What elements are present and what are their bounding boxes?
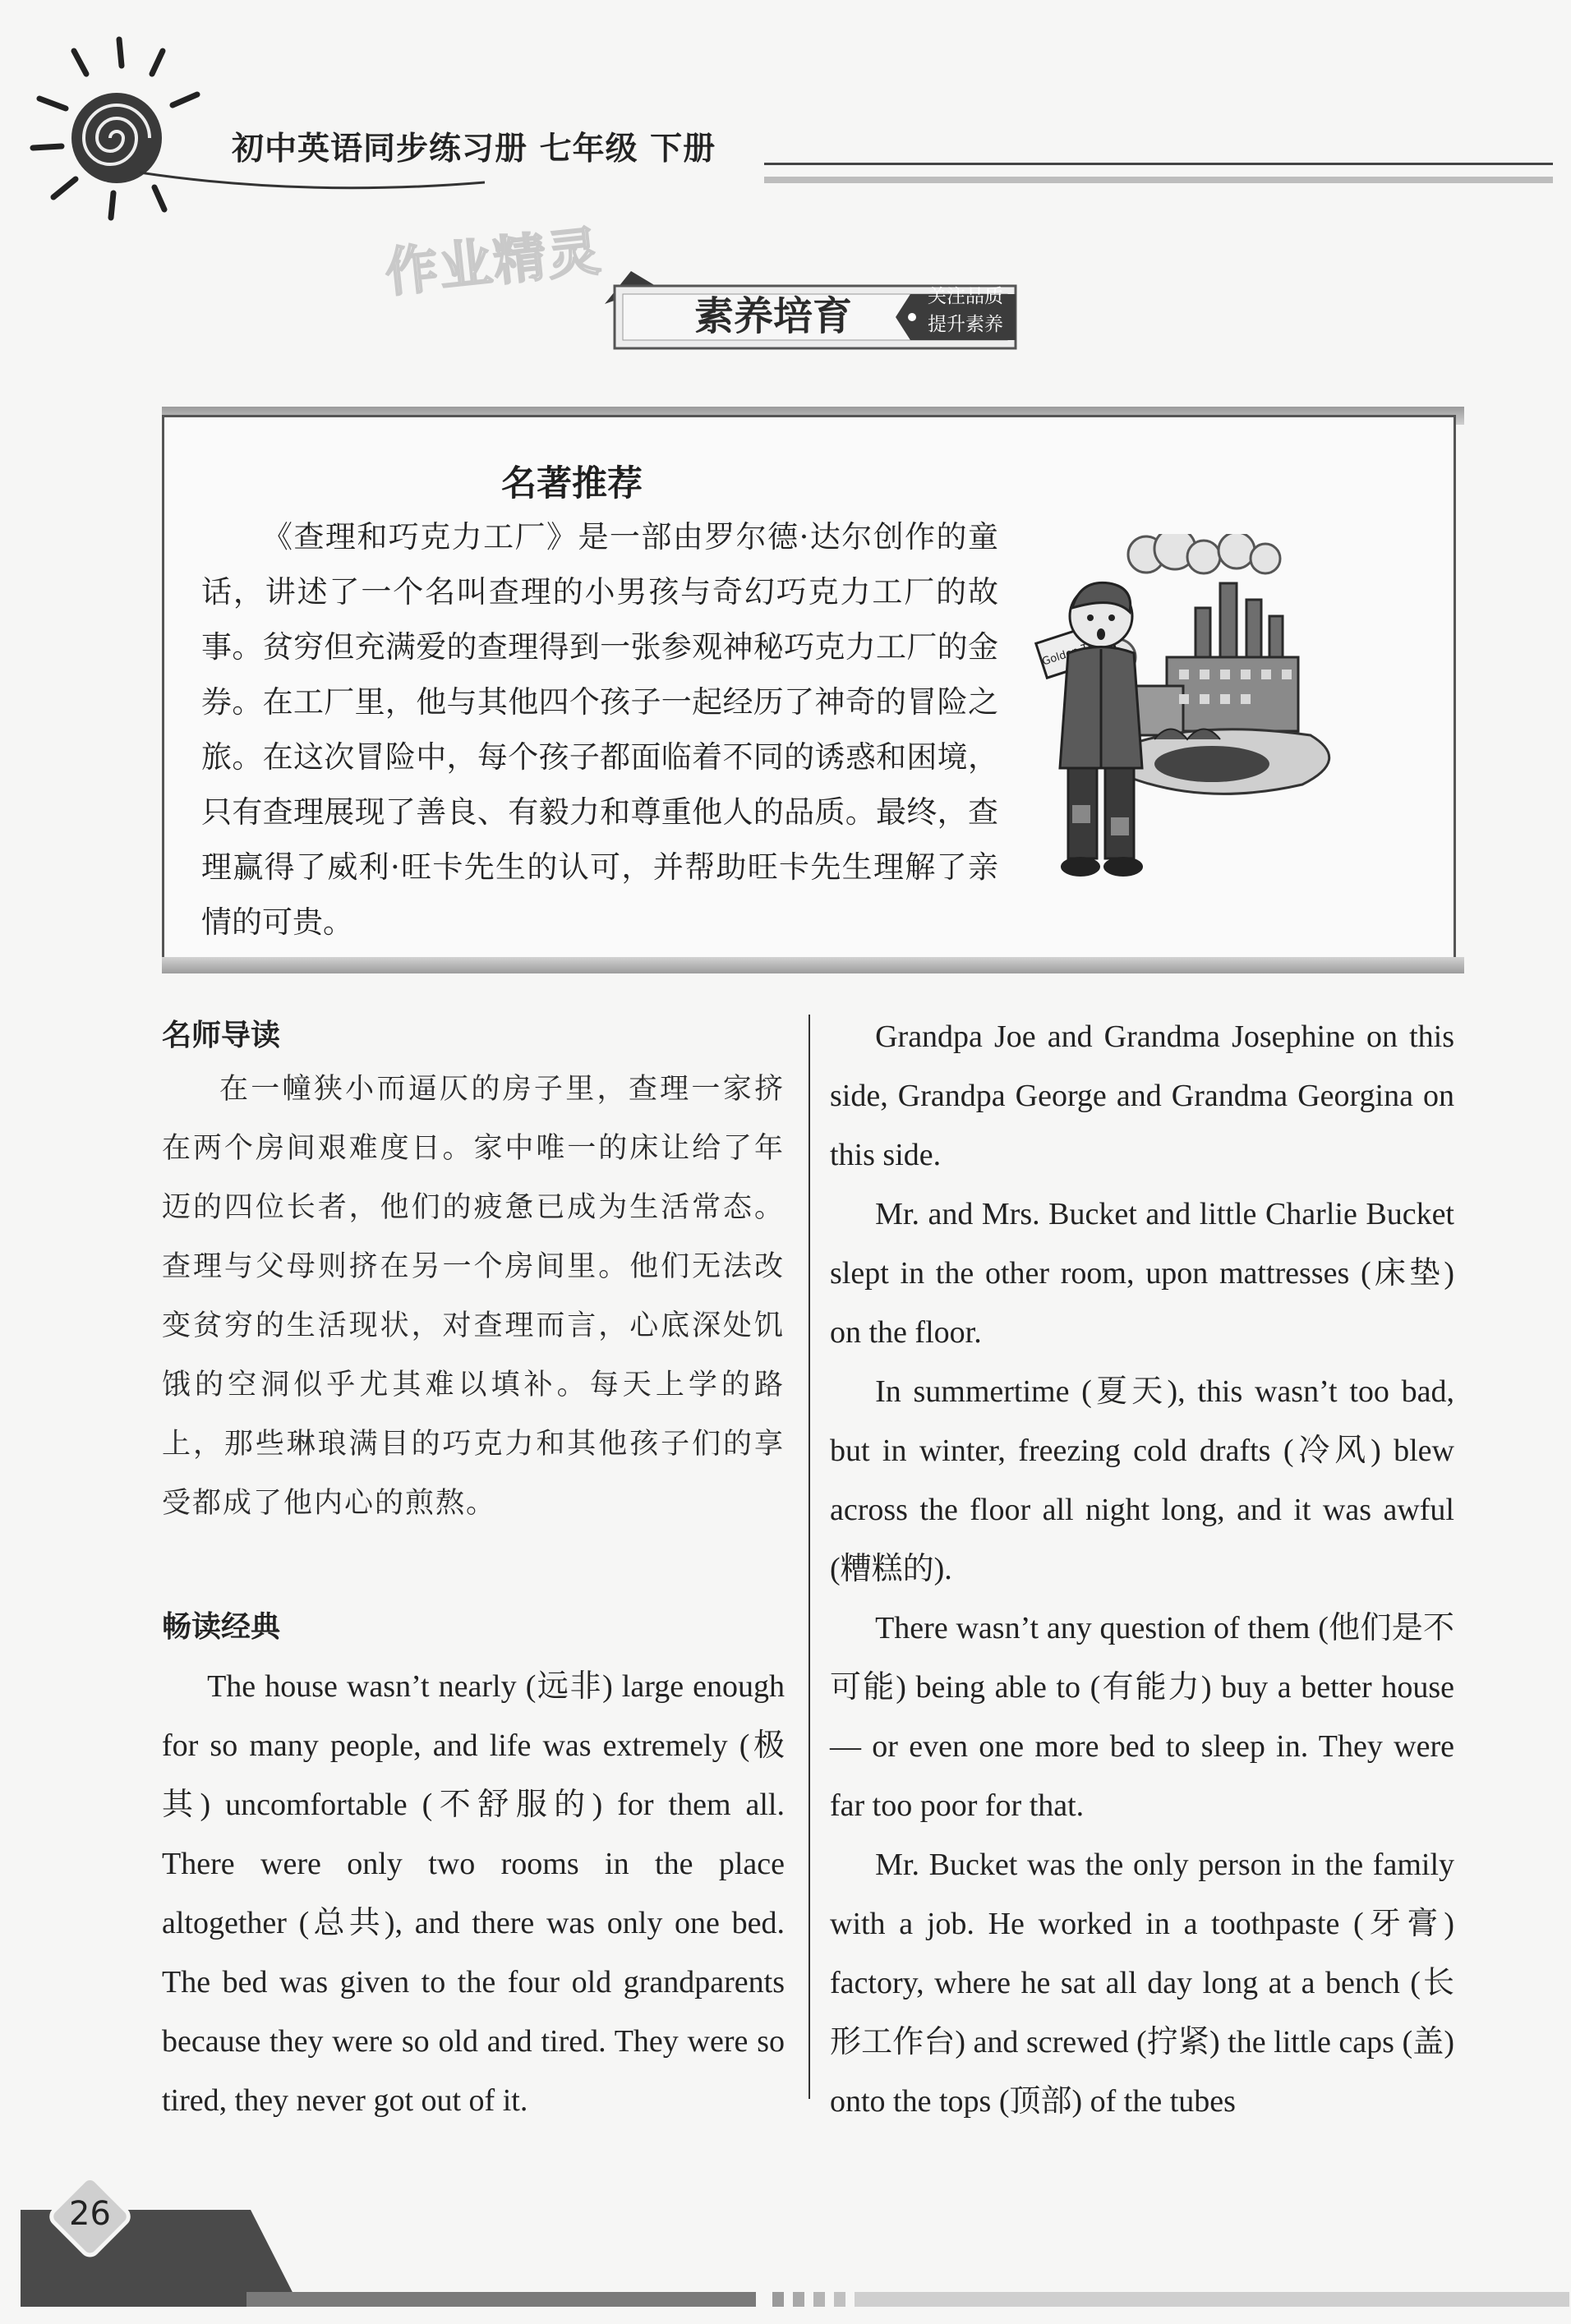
golden-ticket-label: Golden [1040, 645, 1081, 669]
reading-left-column [162, 1657, 785, 2130]
footer-stripe [246, 2292, 1569, 2307]
book-title: 初中英语同步练习册 七年级 下册 [232, 131, 716, 168]
reading-heading: 畅读经典 [162, 1610, 281, 1644]
reading-paragraph: In summertime (夏天), this wasn’t too bad, but in winter, freezing cold drafts (冷风) blew across the floor all night long, and it was awful (糟糕的). [830, 1374, 1454, 1586]
header-rule [764, 163, 1553, 165]
header-swoosh [140, 164, 485, 197]
charlie-factory-illustration [1031, 534, 1417, 920]
reading-right-column [830, 1007, 1454, 2131]
watermark: 作业精灵 [382, 221, 605, 305]
page-number: 26 [69, 2195, 111, 2233]
reading-paragraph: Mr. Bucket was the only person in the family with a job. He worked in a toothpaste (牙膏) factory, where he sat all day long at a bench (长形工作台) and screwed (拧紧) the little caps (盖) onto the tops (顶部) of the tubes [830, 1848, 1454, 2119]
reading-paragraph: The house wasn’t nearly (远非) large enough for so many people, and life was extremely (极其) uncomfortable (不舒服的) for them all. There were only two rooms in the place altogether (总共), and there was only one bed. The bed was given to the four old grandparents because they were so old and tired. They were so tired, they never got out of it. [162, 1669, 785, 2118]
reading-paragraph: There wasn’t any question of them (他们是不可能) being able to (有能力) buy a better house — or even one more bed to sleep in. They were far too poor for that. [830, 1611, 1454, 1823]
section-tag-subtitle [916, 283, 1015, 338]
reading-paragraph: Mr. and Mrs. Bucket and little Charlie Bucket slept in the other room, upon mattresses (床垫) on the floor. [830, 1197, 1454, 1350]
recommendation-title: 名著推荐 [501, 463, 643, 504]
column-divider [809, 1015, 810, 2099]
box-bottom-bar [162, 957, 1464, 973]
section-tag-subtitle-line2: 提升素养 [928, 314, 1003, 335]
recommendation-text: 《查理和巧克力工厂》是一部由罗尔德·达尔创作的童话，讲述了一个名叫查理的小男孩与奇幻巧克力工厂的故事。贫穷但充满爱的查理得到一张参观神秘巧克力工厂的金券。在工厂里，他与其他四个孩子一起经历了神奇的冒险之旅。在这次冒险中，每个孩子都面临着不同的诱惑和困境，只有查理展现了善良、有毅力和尊重他人的品质。最终，查理赢得了威利·旺卡先生的认可，并帮助旺卡先生理解了亲情的可贵。 [201, 519, 998, 940]
reading-paragraph-continued: Grandpa Joe and Grandma Josephine on this side, Grandpa George and Grandma Georgina on this side. [830, 1019, 1454, 1172]
section-tag-subtitle-line1: 关注品质 [928, 286, 1003, 307]
header-rule-shade [764, 177, 1553, 183]
guide-heading: 名师导读 [162, 1019, 281, 1052]
section-tag-title: 素养培育 [694, 293, 853, 339]
guide-text: 在一幢狭小而逼仄的房子里，查理一家挤在两个房间艰难度日。家中唯一的床让给了年迈的四位长者，他们的疲惫已成为生活常态。查理与父母则挤在另一个房间里。他们无法改变贫穷的生活现状，对查理而言，心底深处饥饿的空洞似乎尤其难以填补。每天上学的路上，那些琳琅满目的巧克力和其他孩子们的享受都成了他内心的煎熬。 [162, 1073, 785, 1520]
